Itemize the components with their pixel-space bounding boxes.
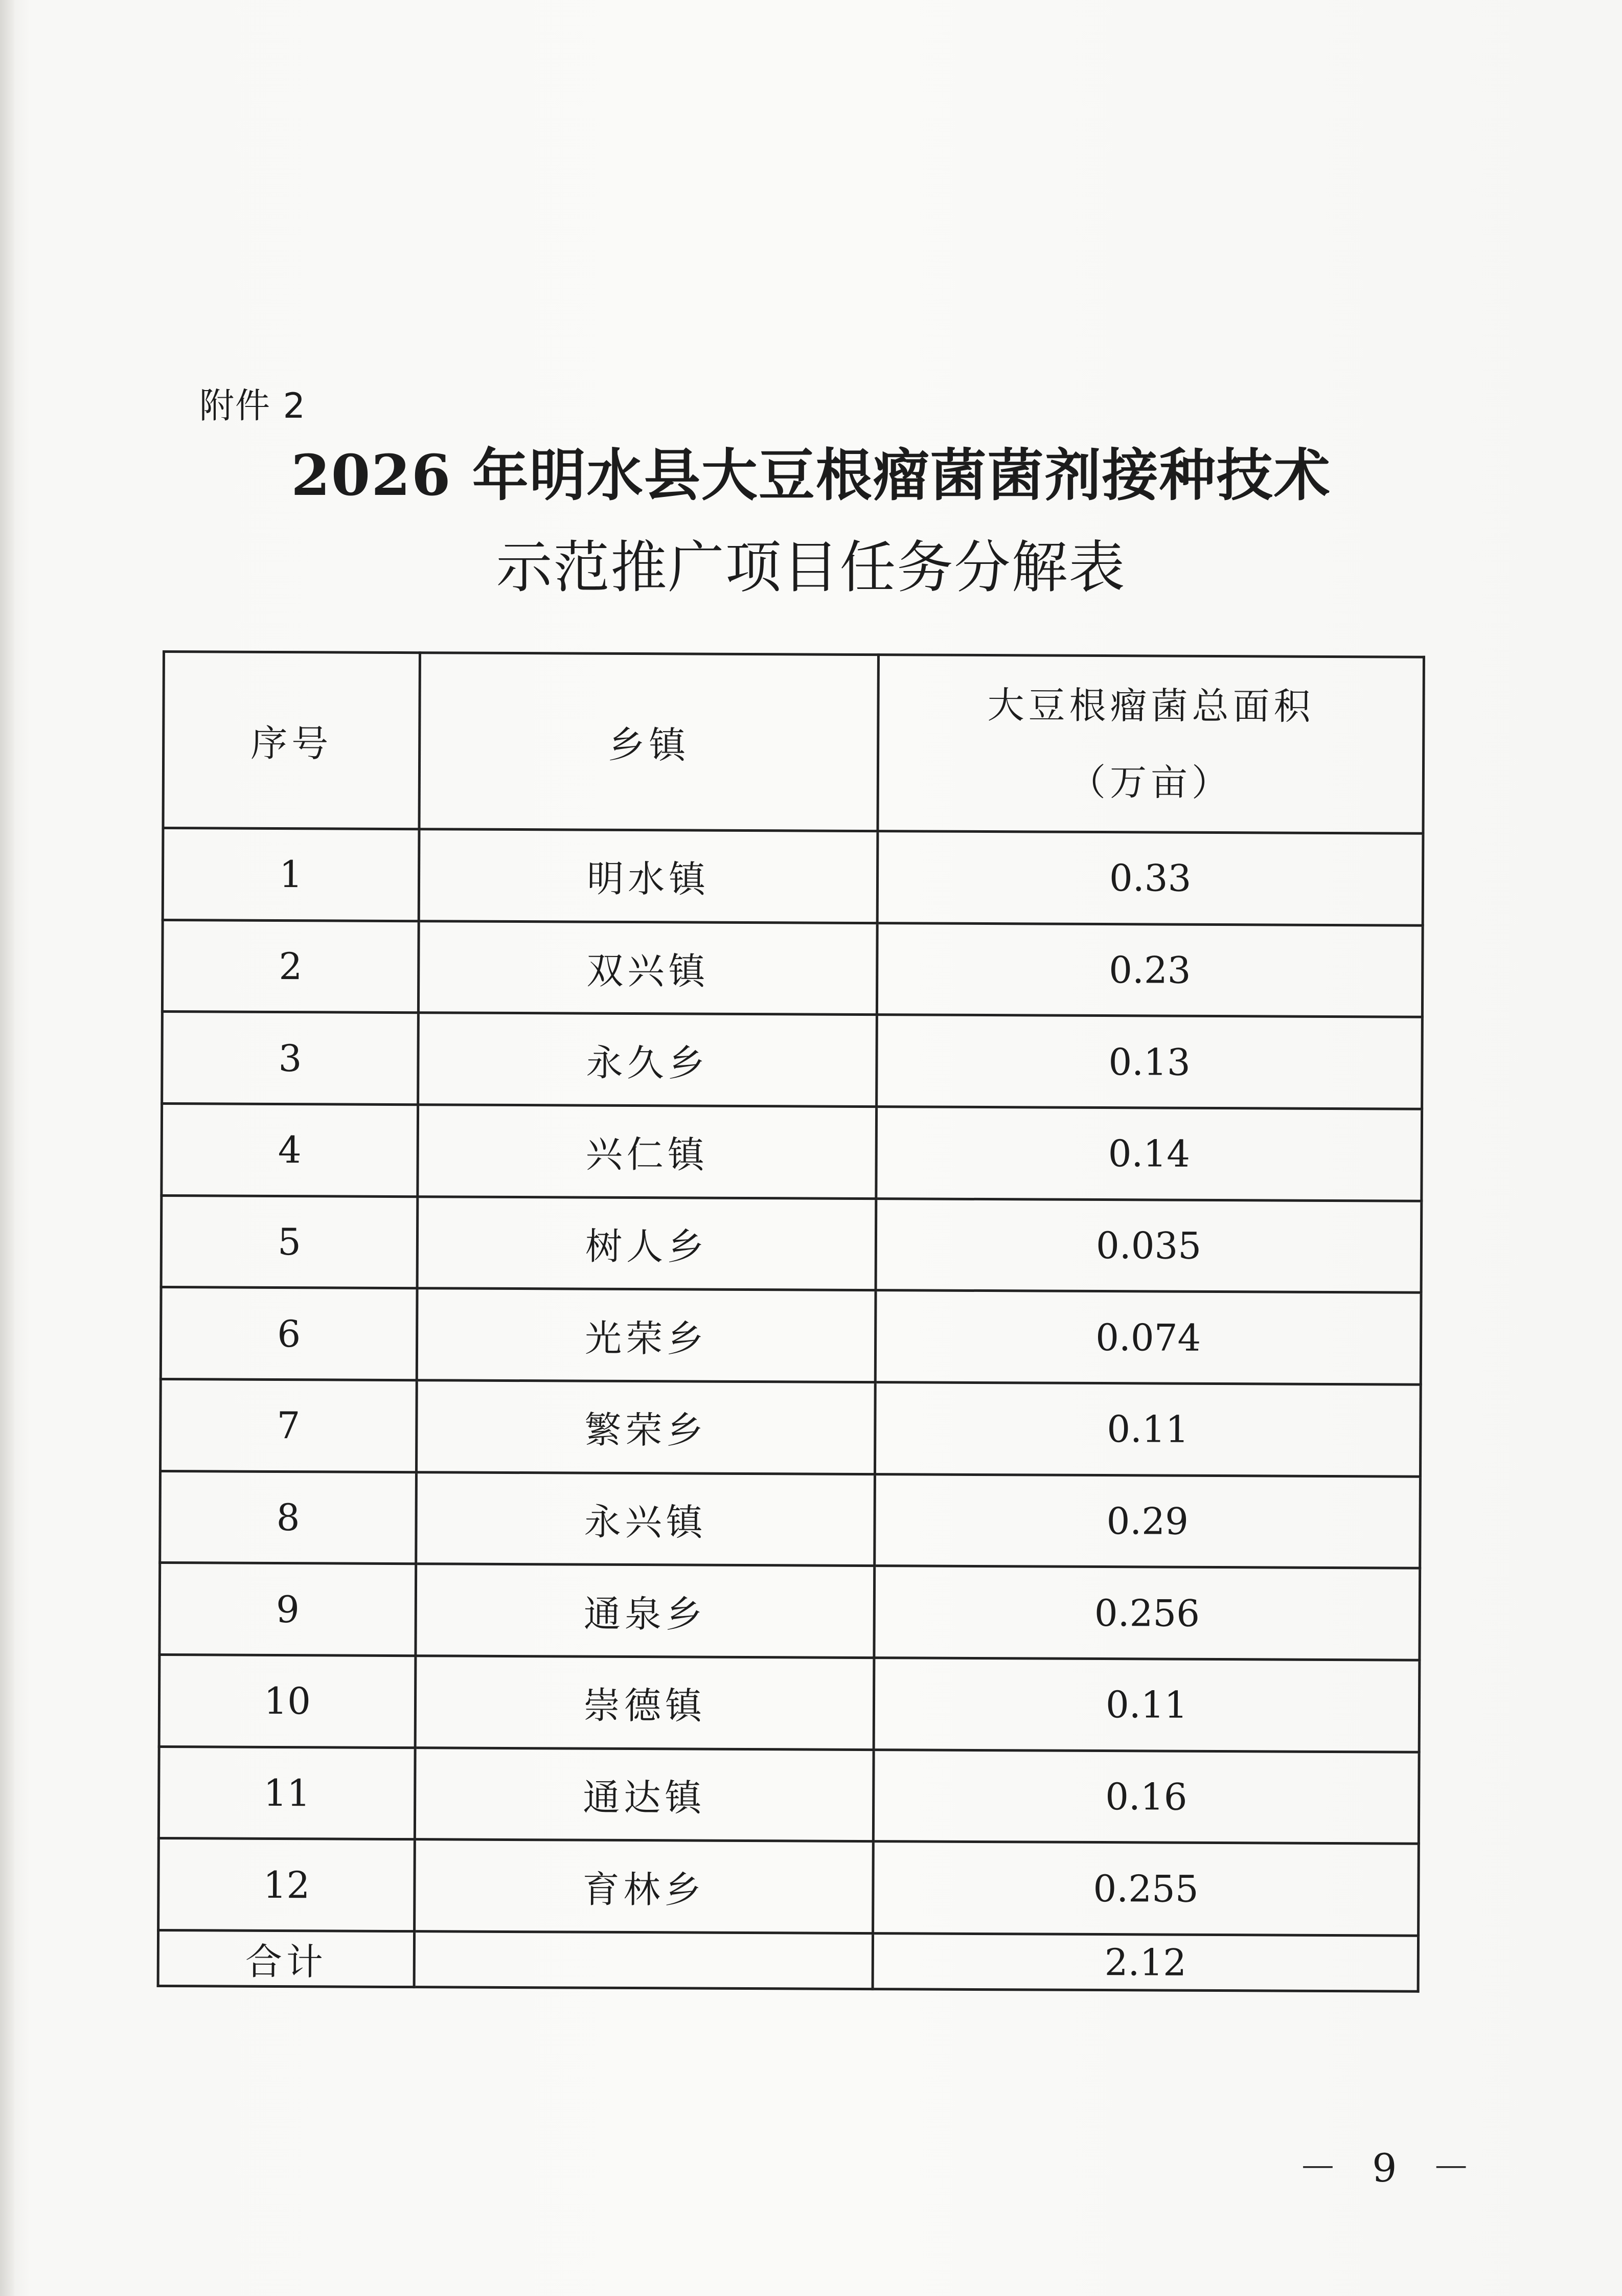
table-row	[159, 1563, 1420, 1660]
row-town: 繁荣乡	[417, 1380, 876, 1474]
row-index: 9	[159, 1563, 416, 1656]
row-area: 0.13	[877, 1015, 1423, 1109]
row-index: 7	[160, 1379, 417, 1472]
header-area	[878, 655, 1424, 834]
row-index: 1	[163, 828, 419, 921]
row-area: 0.23	[877, 923, 1423, 1017]
row-area: 0.255	[873, 1842, 1419, 1936]
document-title	[0, 429, 1622, 613]
page-number: － 9 －	[1298, 2145, 1482, 2191]
row-town: 永兴镇	[416, 1472, 875, 1566]
row-area: 0.035	[876, 1198, 1422, 1292]
row-town: 双兴镇	[419, 921, 878, 1015]
row-town: 光荣乡	[417, 1288, 876, 1382]
table-body	[158, 828, 1423, 1936]
row-area: 0.14	[876, 1107, 1422, 1201]
row-town: 兴仁镇	[418, 1105, 877, 1199]
row-town: 永久乡	[418, 1013, 877, 1107]
row-index: 4	[162, 1103, 418, 1196]
scan-edge	[0, 0, 14, 2296]
row-area: 0.29	[875, 1474, 1421, 1568]
row-index: 11	[158, 1746, 415, 1839]
header-area-line-2: （万亩）	[1068, 760, 1233, 805]
total-label: 合计	[158, 1930, 415, 1987]
table-header-row	[163, 652, 1424, 834]
table-row	[162, 1103, 1422, 1200]
row-index: 8	[160, 1471, 417, 1564]
table-row	[160, 1379, 1421, 1476]
row-index: 10	[159, 1654, 416, 1747]
table-row	[160, 1471, 1421, 1568]
row-area: 0.33	[877, 831, 1423, 925]
row-index: 12	[158, 1838, 415, 1931]
row-area: 0.074	[876, 1290, 1422, 1384]
table-row	[163, 828, 1423, 925]
table-row	[158, 1838, 1419, 1936]
attachment-label: 附件 2	[199, 386, 306, 426]
row-town: 通达镇	[415, 1747, 874, 1842]
row-area: 0.16	[874, 1749, 1420, 1844]
row-area: 0.11	[874, 1657, 1420, 1752]
total-row	[158, 1930, 1418, 1991]
table-row	[162, 1012, 1423, 1109]
row-index: 2	[162, 920, 419, 1013]
table-row	[161, 1195, 1422, 1292]
row-town: 通泉乡	[416, 1564, 875, 1658]
table-row	[158, 1746, 1419, 1844]
table-row	[159, 1654, 1420, 1752]
row-town: 树人乡	[417, 1196, 876, 1290]
title-line-2: 示范推广项目任务分解表	[496, 535, 1126, 600]
task-breakdown-table	[157, 650, 1425, 1993]
row-index: 5	[161, 1195, 418, 1288]
row-index: 6	[161, 1287, 417, 1380]
table-row	[162, 920, 1423, 1017]
row-town: 崇德镇	[415, 1656, 874, 1750]
table-row	[161, 1287, 1421, 1384]
row-index: 3	[162, 1012, 419, 1105]
title-line-1: 2026 年明水县大豆根瘤菌菌剂接种技术	[291, 442, 1331, 508]
row-area: 0.11	[875, 1382, 1421, 1476]
total-area: 2.12	[873, 1934, 1418, 1992]
header-index: 序号	[163, 652, 420, 829]
row-town: 明水镇	[419, 829, 878, 923]
header-town: 乡镇	[419, 653, 879, 831]
header-area-line-1: 大豆根瘤菌总面积	[987, 684, 1315, 728]
total-town-empty	[414, 1931, 873, 1989]
row-town: 育林乡	[415, 1839, 874, 1934]
row-area: 0.256	[874, 1566, 1420, 1660]
